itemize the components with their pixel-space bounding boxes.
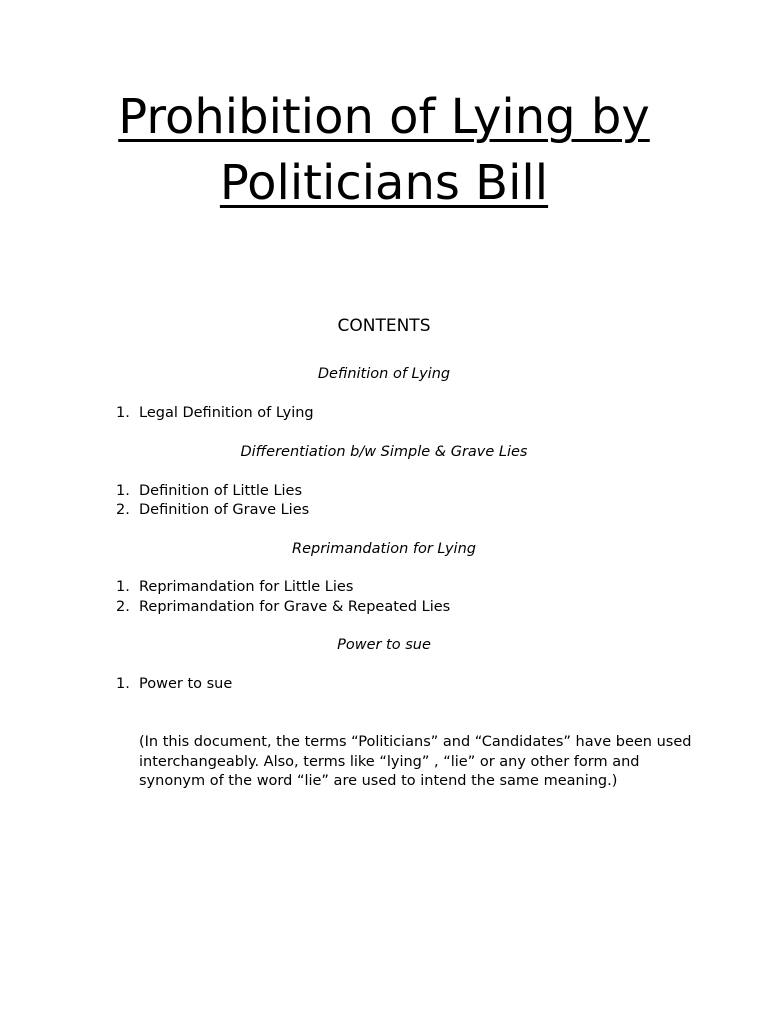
section-heading-definition: Definition of Lying [317,366,451,382]
section-heading-power-to-sue: Power to sue [337,637,431,653]
list-item [116,403,314,423]
list-item-number: 2. [116,502,130,518]
list-item-text: Legal Definition of Lying [139,405,314,421]
list-item-text: Reprimandation for Grave & Repeated Lies [139,599,451,615]
list-item-text: Definition of Little Lies [139,483,303,499]
list-item-text: Definition of Grave Lies [139,502,310,518]
list-item-text: Reprimandation for Little Lies [139,579,354,595]
list-item-number: 1. [116,579,130,595]
title-line-2: Politicians Bill [219,155,549,211]
list-item-text: Power to sue [139,676,233,692]
section-heading-differentiation: Differentiation b/w Simple & Grave Lies [240,444,528,460]
document-title [0,84,768,216]
contents-heading: CONTENTS [337,316,431,336]
list-item [116,481,302,501]
list-item-number: 1. [116,676,130,692]
terminology-note: (In this document, the terms “Politicians” and “Candidates” have been used interchangeably. Also, terms like “lying” , “lie” or any other form and synonym of the word “lie” are used to intend the same meaning.) [139,734,692,789]
list-item [116,500,309,520]
list-item [116,597,450,617]
title-line-1: Prohibition of Lying by [118,89,650,145]
list-item-number: 2. [116,599,130,615]
list-item [116,674,232,694]
section-heading-reprimandation: Reprimandation for Lying [292,541,476,557]
list-item-number: 1. [116,483,130,499]
list-item-number: 1. [116,405,130,421]
list-item [116,577,353,597]
